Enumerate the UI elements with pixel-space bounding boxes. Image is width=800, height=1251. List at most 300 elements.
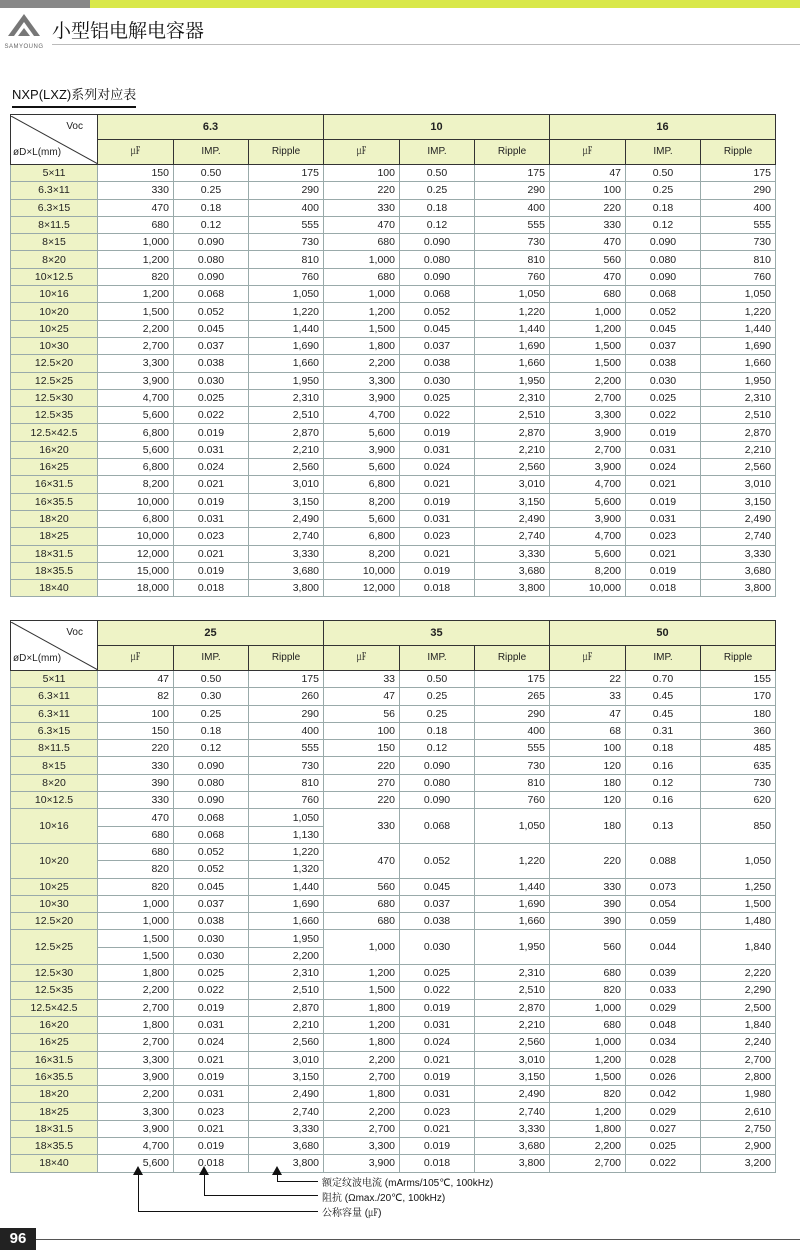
value-cell: 330 — [550, 216, 626, 233]
value-cell: 2,700 — [324, 1068, 400, 1085]
value-cell: 2,700 — [550, 389, 626, 406]
size-cell: 8×11.5 — [11, 740, 98, 757]
vdc-label: Voc — [66, 626, 83, 638]
value-cell: 0.038 — [400, 355, 475, 372]
value-cell: 810 — [249, 774, 324, 791]
value-cell: 175 — [249, 671, 324, 688]
value-cell: 1,200 — [98, 286, 174, 303]
value-cell: 470 — [324, 216, 400, 233]
value-cell: 1,200 — [324, 1016, 400, 1033]
value-cell: 0.019 — [400, 424, 475, 441]
value-cell: 0.030 — [174, 947, 249, 964]
page-number: 96 — [0, 1228, 36, 1250]
value-cell: 2,220 — [701, 965, 776, 982]
value-cell: 3,010 — [249, 1051, 324, 1068]
value-cell: 0.022 — [626, 1155, 701, 1172]
value-cell: 0.068 — [174, 809, 249, 826]
value-cell: 1,200 — [324, 303, 400, 320]
value-cell: 730 — [249, 757, 324, 774]
value-cell: 2,700 — [550, 1155, 626, 1172]
top-color-bar — [0, 0, 800, 8]
value-cell: 680 — [324, 268, 400, 285]
size-cell: 8×11.5 — [11, 216, 98, 233]
size-cell: 16×20 — [11, 1016, 98, 1033]
value-cell: 260 — [249, 688, 324, 705]
value-cell: 2,700 — [98, 337, 174, 354]
value-cell: 1,050 — [249, 286, 324, 303]
value-cell: 6,800 — [98, 459, 174, 476]
value-cell: 1,200 — [98, 251, 174, 268]
value-cell: 1,980 — [701, 1086, 776, 1103]
value-cell: 1,660 — [249, 913, 324, 930]
size-cell: 16×35.5 — [11, 493, 98, 510]
value-cell: 1,500 — [550, 337, 626, 354]
value-cell: 0.028 — [626, 1051, 701, 1068]
capacitance-header: ㎌ — [98, 646, 174, 671]
value-cell: 1,800 — [550, 1120, 626, 1137]
value-cell: 220 — [550, 199, 626, 216]
table-row — [11, 722, 776, 739]
value-cell: 82 — [98, 688, 174, 705]
value-cell: 2,610 — [701, 1103, 776, 1120]
value-cell: 5,600 — [324, 459, 400, 476]
value-cell: 400 — [249, 722, 324, 739]
table-row — [11, 216, 776, 233]
value-cell: 3,010 — [475, 1051, 550, 1068]
value-cell: 3,300 — [98, 355, 174, 372]
value-cell: 2,310 — [475, 389, 550, 406]
value-cell: 0.031 — [400, 1016, 475, 1033]
value-cell: 10,000 — [98, 528, 174, 545]
value-cell: 0.021 — [400, 545, 475, 562]
value-cell: 0.021 — [174, 1120, 249, 1137]
size-cell: 5×11 — [11, 165, 98, 182]
table-row — [11, 251, 776, 268]
value-cell: 175 — [701, 165, 776, 182]
value-cell: 265 — [475, 688, 550, 705]
value-cell: 0.027 — [626, 1120, 701, 1137]
value-cell: 2,490 — [249, 1086, 324, 1103]
table-row — [11, 878, 776, 895]
value-cell: 2,310 — [701, 389, 776, 406]
table-row — [11, 441, 776, 458]
value-cell: 220 — [98, 740, 174, 757]
value-cell: 33 — [550, 688, 626, 705]
voltage-header: 6.3 — [98, 115, 324, 140]
value-cell: 330 — [98, 757, 174, 774]
value-cell: 0.030 — [626, 372, 701, 389]
value-cell: 0.052 — [400, 843, 475, 878]
size-cell: 18×25 — [11, 528, 98, 545]
value-cell: 1,950 — [249, 372, 324, 389]
value-cell: 760 — [249, 268, 324, 285]
value-cell: 680 — [550, 1016, 626, 1033]
value-cell: 0.080 — [174, 251, 249, 268]
value-cell: 0.18 — [626, 740, 701, 757]
value-cell: 3,900 — [324, 441, 400, 458]
impedance-header: IMP. — [626, 140, 701, 165]
value-cell: 47 — [550, 705, 626, 722]
value-cell: 0.030 — [174, 930, 249, 947]
value-cell: 2,700 — [324, 1120, 400, 1137]
value-cell: 0.052 — [174, 303, 249, 320]
value-cell: 0.018 — [626, 580, 701, 597]
value-cell: 3,300 — [324, 372, 400, 389]
value-cell: 1,000 — [98, 234, 174, 251]
value-cell: 100 — [324, 722, 400, 739]
value-cell: 2,200 — [98, 320, 174, 337]
value-cell: 1,200 — [550, 1051, 626, 1068]
value-cell: 2,560 — [701, 459, 776, 476]
value-cell: 0.025 — [174, 389, 249, 406]
value-cell: 2,740 — [249, 528, 324, 545]
value-cell: 0.019 — [174, 493, 249, 510]
size-cell: 6.3×11 — [11, 182, 98, 199]
value-cell: 47 — [550, 165, 626, 182]
value-cell: 680 — [98, 843, 174, 860]
value-cell: 1,800 — [98, 1016, 174, 1033]
value-cell: 1,220 — [701, 303, 776, 320]
value-cell: 810 — [249, 251, 324, 268]
value-cell: 730 — [475, 757, 550, 774]
value-cell: 1,800 — [324, 1034, 400, 1051]
value-cell: 120 — [550, 757, 626, 774]
value-cell: 150 — [98, 165, 174, 182]
value-cell: 6,800 — [98, 424, 174, 441]
size-cell: 10×25 — [11, 320, 98, 337]
value-cell: 0.090 — [400, 234, 475, 251]
value-cell: 850 — [701, 809, 776, 844]
value-cell: 2,510 — [249, 982, 324, 999]
value-cell: 0.090 — [626, 234, 701, 251]
value-cell: 3,900 — [324, 1155, 400, 1172]
value-cell: 3,900 — [550, 459, 626, 476]
value-cell: 1,000 — [550, 303, 626, 320]
value-cell: 2,700 — [98, 1034, 174, 1051]
value-cell: 1,950 — [701, 372, 776, 389]
value-cell: 6,800 — [324, 528, 400, 545]
value-cell: 5,600 — [324, 510, 400, 527]
value-cell: 820 — [550, 1086, 626, 1103]
size-cell: 10×30 — [11, 337, 98, 354]
table-row — [11, 1103, 776, 1120]
value-cell: 330 — [550, 878, 626, 895]
value-cell: 0.044 — [626, 930, 701, 965]
value-cell: 0.025 — [626, 389, 701, 406]
size-cell: 8×20 — [11, 251, 98, 268]
value-cell: 4,700 — [98, 389, 174, 406]
value-cell: 0.18 — [626, 199, 701, 216]
table-row — [11, 1068, 776, 1085]
value-cell: 2,310 — [475, 965, 550, 982]
value-cell: 2,560 — [475, 1034, 550, 1051]
value-cell: 0.12 — [400, 216, 475, 233]
value-cell: 290 — [249, 182, 324, 199]
value-cell: 0.034 — [626, 1034, 701, 1051]
table-row — [11, 372, 776, 389]
value-cell: 0.038 — [174, 913, 249, 930]
table-row — [11, 389, 776, 406]
ripple-header: Ripple — [249, 140, 324, 165]
value-cell: 0.030 — [400, 930, 475, 965]
value-cell: 0.019 — [174, 1068, 249, 1085]
table-row — [11, 545, 776, 562]
value-cell: 0.021 — [626, 476, 701, 493]
value-cell: 1,440 — [475, 320, 550, 337]
value-cell: 1,500 — [98, 947, 174, 964]
value-cell: 3,680 — [701, 562, 776, 579]
value-cell: 56 — [324, 705, 400, 722]
value-cell: 10,000 — [324, 562, 400, 579]
value-cell: 0.080 — [400, 774, 475, 791]
table-row — [11, 843, 776, 860]
impedance-header: IMP. — [174, 140, 249, 165]
value-cell: 730 — [249, 234, 324, 251]
size-cell: 16×25 — [11, 459, 98, 476]
value-cell: 0.019 — [400, 1138, 475, 1155]
value-cell: 2,210 — [249, 1016, 324, 1033]
value-cell: 820 — [98, 268, 174, 285]
table-row — [11, 688, 776, 705]
value-cell: 0.50 — [626, 165, 701, 182]
value-cell: 0.019 — [626, 493, 701, 510]
value-cell: 0.022 — [174, 407, 249, 424]
value-cell: 0.090 — [400, 792, 475, 809]
value-cell: 3,150 — [249, 493, 324, 510]
value-cell: 3,150 — [475, 493, 550, 510]
value-cell: 220 — [324, 792, 400, 809]
voltage-header: 35 — [324, 621, 550, 646]
size-cell: 10×20 — [11, 843, 98, 878]
value-cell: 1,480 — [701, 913, 776, 930]
value-cell: 3,330 — [475, 1120, 550, 1137]
value-cell: 0.021 — [174, 476, 249, 493]
value-cell: 0.019 — [626, 424, 701, 441]
size-cell: 18×35.5 — [11, 1138, 98, 1155]
value-cell: 730 — [701, 774, 776, 791]
value-cell: 0.030 — [400, 372, 475, 389]
value-cell: 100 — [550, 740, 626, 757]
value-cell: 0.059 — [626, 913, 701, 930]
value-cell: 3,330 — [701, 545, 776, 562]
value-cell: 1,440 — [701, 320, 776, 337]
value-cell: 4,700 — [550, 476, 626, 493]
value-cell: 0.045 — [626, 320, 701, 337]
value-cell: 0.022 — [400, 407, 475, 424]
value-cell: 0.16 — [626, 792, 701, 809]
value-cell: 0.018 — [174, 1155, 249, 1172]
value-cell: 680 — [324, 895, 400, 912]
value-cell: 155 — [701, 671, 776, 688]
value-cell: 5,600 — [98, 1155, 174, 1172]
value-cell: 0.021 — [400, 1120, 475, 1137]
value-cell: 0.039 — [626, 965, 701, 982]
table-corner-cell — [11, 115, 98, 165]
value-cell: 2,200 — [98, 982, 174, 999]
value-cell: 400 — [701, 199, 776, 216]
value-cell: 220 — [324, 757, 400, 774]
value-cell: 2,560 — [249, 459, 324, 476]
value-cell: 0.038 — [626, 355, 701, 372]
value-cell: 0.024 — [174, 459, 249, 476]
value-cell: 760 — [701, 268, 776, 285]
size-cell: 12.5×25 — [11, 930, 98, 965]
value-cell: 0.25 — [400, 688, 475, 705]
value-cell: 2,870 — [249, 424, 324, 441]
value-cell: 0.18 — [174, 199, 249, 216]
value-cell: 0.18 — [174, 722, 249, 739]
table-row — [11, 476, 776, 493]
value-cell: 390 — [550, 913, 626, 930]
value-cell: 0.022 — [174, 982, 249, 999]
value-cell: 1,200 — [550, 320, 626, 337]
value-cell: 2,510 — [475, 982, 550, 999]
impedance-header: IMP. — [174, 646, 249, 671]
value-cell: 0.023 — [174, 528, 249, 545]
value-cell: 1,000 — [324, 251, 400, 268]
value-cell: 0.073 — [626, 878, 701, 895]
value-cell: 0.090 — [400, 268, 475, 285]
value-cell: 0.019 — [174, 424, 249, 441]
size-cell: 16×31.5 — [11, 476, 98, 493]
value-cell: 1,500 — [324, 982, 400, 999]
capacitance-header: ㎌ — [324, 646, 400, 671]
value-cell: 33 — [324, 671, 400, 688]
value-cell: 8,200 — [98, 476, 174, 493]
value-cell: 0.030 — [174, 372, 249, 389]
capacitance-header: ㎌ — [550, 646, 626, 671]
value-cell: 810 — [475, 251, 550, 268]
table-row — [11, 165, 776, 182]
value-cell: 680 — [324, 234, 400, 251]
value-cell: 1,500 — [324, 320, 400, 337]
ripple-header: Ripple — [701, 140, 776, 165]
table-row — [11, 1138, 776, 1155]
value-cell: 0.080 — [400, 251, 475, 268]
impedance-header: IMP. — [400, 140, 475, 165]
value-cell: 0.25 — [400, 182, 475, 199]
legend-impedance: 阻抗 (Ωmax./20℃, 100kHz) — [322, 1193, 446, 1204]
size-cell: 18×40 — [11, 1155, 98, 1172]
value-cell: 3,800 — [249, 1155, 324, 1172]
value-cell: 0.18 — [400, 722, 475, 739]
value-cell: 0.045 — [400, 878, 475, 895]
value-cell: 560 — [550, 251, 626, 268]
value-cell: 120 — [550, 792, 626, 809]
value-cell: 3,800 — [475, 580, 550, 597]
table-row — [11, 1034, 776, 1051]
value-cell: 0.024 — [400, 1034, 475, 1051]
value-cell: 0.018 — [400, 580, 475, 597]
size-cell: 10×30 — [11, 895, 98, 912]
value-cell: 1,220 — [249, 303, 324, 320]
value-cell: 330 — [98, 792, 174, 809]
table-row — [11, 528, 776, 545]
value-cell: 1,660 — [475, 913, 550, 930]
size-cell: 6.3×15 — [11, 199, 98, 216]
value-cell: 0.068 — [400, 809, 475, 844]
value-cell: 220 — [324, 182, 400, 199]
value-cell: 3,330 — [249, 1120, 324, 1137]
value-cell: 810 — [475, 774, 550, 791]
value-cell: 0.090 — [174, 757, 249, 774]
value-cell: 3,300 — [324, 1138, 400, 1155]
value-cell: 760 — [249, 792, 324, 809]
value-cell: 0.024 — [626, 459, 701, 476]
value-cell: 1,000 — [550, 999, 626, 1016]
value-cell: 0.018 — [174, 580, 249, 597]
size-cell: 16×20 — [11, 441, 98, 458]
value-cell: 3,900 — [550, 510, 626, 527]
value-cell: 470 — [98, 199, 174, 216]
value-cell: 3,010 — [701, 476, 776, 493]
value-cell: 555 — [475, 216, 550, 233]
value-cell: 2,490 — [475, 1086, 550, 1103]
value-cell: 175 — [249, 165, 324, 182]
value-cell: 2,200 — [550, 1138, 626, 1155]
value-cell: 2,560 — [249, 1034, 324, 1051]
value-cell: 3,900 — [550, 424, 626, 441]
value-cell: 1,440 — [475, 878, 550, 895]
value-cell: 2,210 — [701, 441, 776, 458]
value-cell: 0.031 — [174, 1016, 249, 1033]
value-cell: 1,000 — [324, 930, 400, 965]
value-cell: 0.031 — [400, 441, 475, 458]
value-cell: 635 — [701, 757, 776, 774]
value-cell: 0.037 — [174, 895, 249, 912]
value-cell: 0.025 — [626, 1138, 701, 1155]
size-cell: 10×20 — [11, 303, 98, 320]
size-cell: 8×20 — [11, 774, 98, 791]
table-row — [11, 562, 776, 579]
voltage-header: 10 — [324, 115, 550, 140]
value-cell: 0.70 — [626, 671, 701, 688]
value-cell: 0.16 — [626, 757, 701, 774]
value-cell: 2,490 — [701, 510, 776, 527]
value-cell: 0.090 — [174, 792, 249, 809]
value-cell: 0.029 — [626, 999, 701, 1016]
arrow-up-icon — [199, 1166, 209, 1175]
value-cell: 820 — [98, 861, 174, 878]
value-cell: 0.021 — [174, 545, 249, 562]
value-cell: 3,800 — [475, 1155, 550, 1172]
value-cell: 0.12 — [174, 216, 249, 233]
value-cell: 0.052 — [174, 861, 249, 878]
value-cell: 0.029 — [626, 1103, 701, 1120]
value-cell: 1,000 — [324, 286, 400, 303]
value-cell: 1,200 — [324, 965, 400, 982]
value-cell: 2,700 — [701, 1051, 776, 1068]
value-cell: 5,600 — [324, 424, 400, 441]
value-cell: 3,800 — [249, 580, 324, 597]
spec-table-2 — [10, 620, 776, 1173]
value-cell: 0.033 — [626, 982, 701, 999]
table-row — [11, 580, 776, 597]
value-cell: 2,750 — [701, 1120, 776, 1137]
value-cell: 1,050 — [701, 843, 776, 878]
value-cell: 2,210 — [475, 441, 550, 458]
table-row — [11, 234, 776, 251]
value-cell: 3,300 — [98, 1103, 174, 1120]
value-cell: 0.054 — [626, 895, 701, 912]
table-row — [11, 930, 776, 947]
table-row — [11, 982, 776, 999]
value-cell: 1,130 — [249, 826, 324, 843]
table-row — [11, 999, 776, 1016]
value-cell: 2,870 — [475, 424, 550, 441]
size-cell: 18×20 — [11, 510, 98, 527]
value-cell: 0.038 — [174, 355, 249, 372]
